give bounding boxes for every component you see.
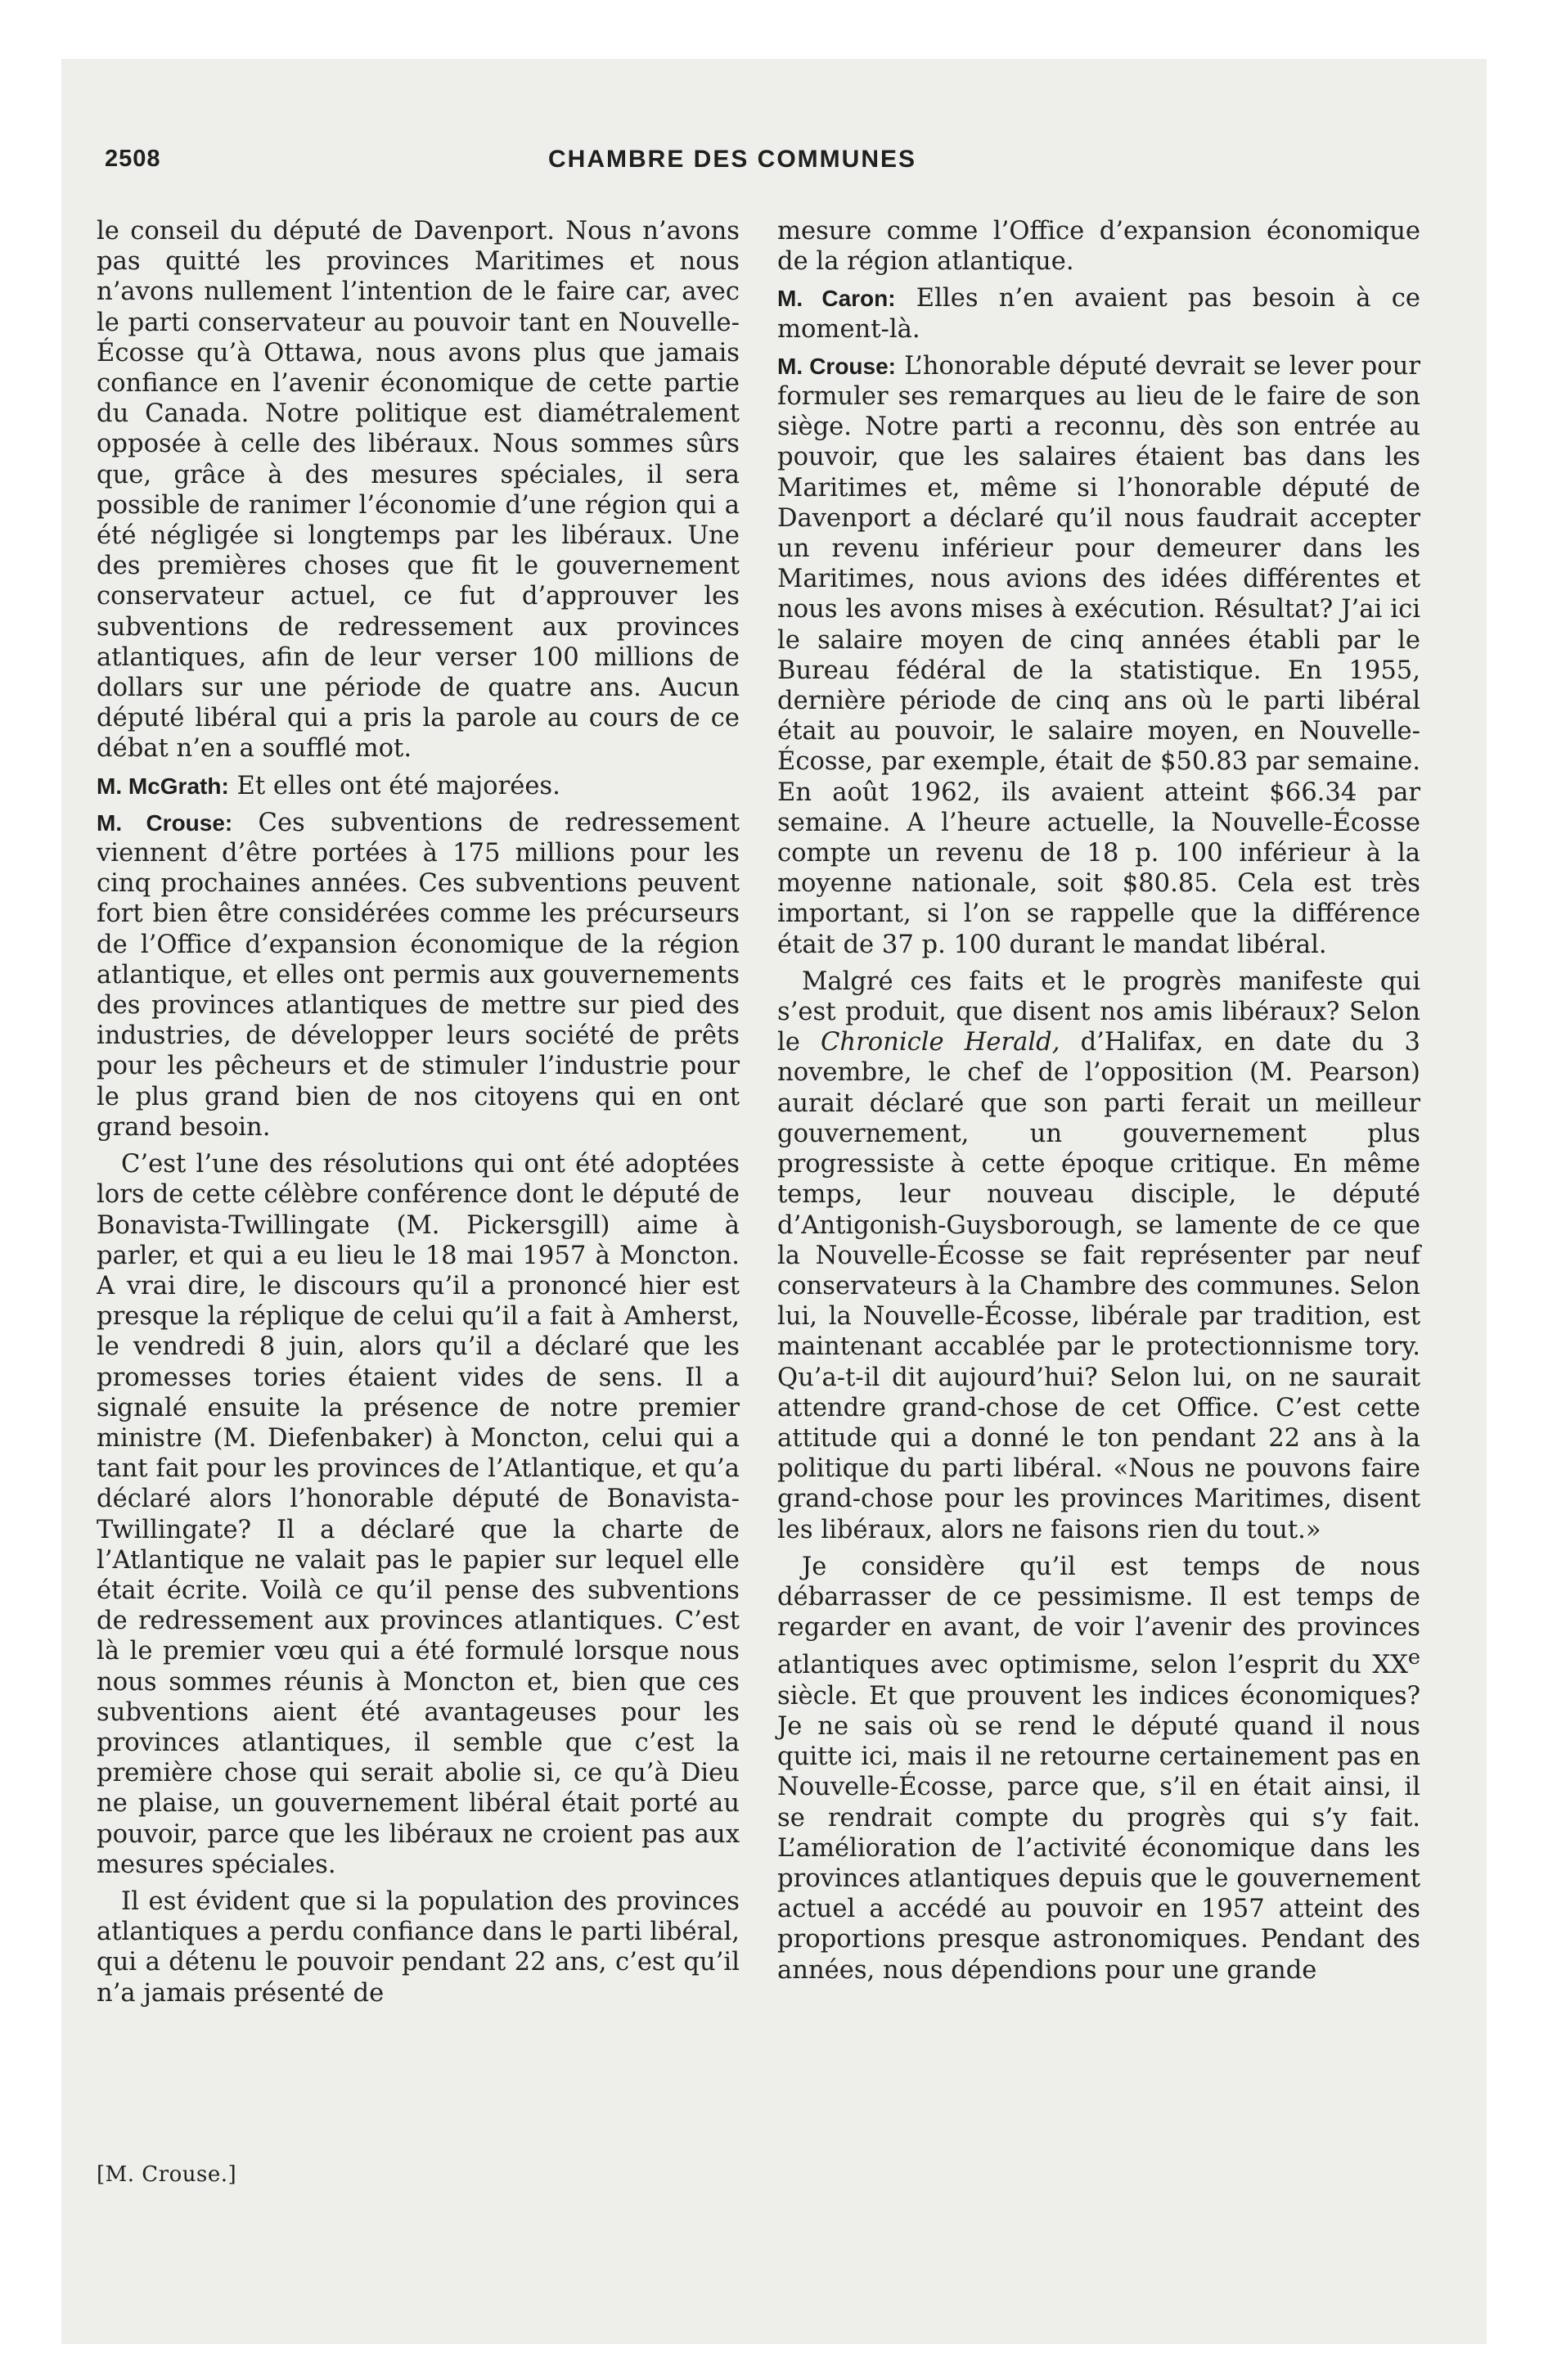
right-column — [777, 216, 1420, 1986]
paragraph: Il est évident que si la population des provinces atlantiques a perdu confiance dans le parti libéral, qui a détenu le pouvoir pendant 22 ans, c’est qu’il n’a jamais présenté de — [97, 1886, 740, 2008]
speaker-paragraph — [97, 771, 740, 801]
speech-text: Ces subventions de redressement viennent d’être portées à 175 millions pour les cinq prochaines années. Ces subventions peuvent fort bien être considérées comme les précurseurs de l’Office d’expansion économique de la région atlantique, et elles ont permis aux gouvernements des provinces atlantiques de mettre sur pied des industries, de développer leurs société de prêts pour les pêcheurs et de stimuler l’industrie pour le plus grand bien de nos citoyens qui en ont grand besoin. — [97, 808, 740, 1142]
paragraph: C’est l’une des résolutions qui ont été adoptées lors de cette célèbre conférence dont le député de Bonavista-Twillingate (M. Pickersgill) aime à parler, et qui a eu lieu le 18 mai 1957 à Moncton. A vrai dire, le discours qu’il a prononcé hier est presque la réplique de celui qu’il a fait à Amherst, le vendredi 8 juin, alors qu’il a déclaré que les promesses tories étaient vides de sens. Il a signalé ensuite la présence de notre premier ministre (M. Diefenbaker) à Moncton, celui qui a tant fait pour les provinces de l’Atlantique, et qu’a déclaré alors l’honorable député de Bonavista-Twillingate? Il a déclaré que la charte de l’Atlantique ne valait pas le papier sur lequel elle était écrite. Voilà ce qu’il pense des subventions de redressement aux provinces atlantiques. C’est là le premier vœu qui a été formulé lorsque nous nous sommes réunis à Moncton et, bien que ces subventions aient été avantageuses pour les provinces atlantiques, il semble que c’est la première chose qui serait abolie si, ce qu’à Dieu ne plaise, un gouvernement libéral était porté au pouvoir, parce que les libéraux ne croient pas aux mesures spéciales. — [97, 1150, 740, 1879]
speaker-name: M. Crouse: — [777, 353, 897, 379]
speaker-name: M. Caron: — [777, 286, 896, 312]
speaker-name: M. Crouse: — [97, 809, 233, 836]
paragraph: le conseil du député de Davenport. Nous n’avons pas quitté les provinces Maritimes et nous n’avons nullement l’intention de le faire car, avec le parti conservateur au pouvoir tant en Nouvelle-Écosse qu’à Ottawa, nous avons plus que jamais confiance en l’avenir économique de cette partie du Canada. Notre politique est diamétralement opposée à celle des libéraux. Nous sommes sûrs que, grâce à des mesures spéciales, il sera possible de ranimer l’économie d’une région qui a été négligée si longtemps par les libéraux. Une des premières choses que fit le gouvernement conservateur actuel, ce fut d’approuver les subventions de redressement aux provinces atlantiques, afin de leur verser 100 millions de dollars sur une période de quatre ans. Aucun député libéral qui a pris la parole au cours de ce débat n’en a soufflé mot. — [97, 217, 740, 764]
speech-text: L’honorable député devrait se lever pour formuler ses remarques au lieu de le faire de son siège. Notre parti a reconnu, dès son entrée au pouvoir, que les salaires étaient bas dans les Maritimes et, même si l’honorable député de Davenport a déclaré qu’il nous faudrait accepter un revenu inférieur pour demeurer dans les Maritimes, nous avions des idées différentes et nous les avons mises à exécution. Résultat? J’ai ici le salaire moyen de cinq années établi par le Bureau fédéral de la statistique. En 1955, dernière période de cinq ans où le parti libéral était au pouvoir, le salaire moyen, en Nouvelle-Écosse, par exemple, était de $50.83 par semaine. En août 1962, ils avaient atteint $66.34 par semaine. A l’heure actuelle, la Nouvelle-Écosse compte un revenu de 18 p. 100 inférieur à la moyenne nationale, soit $80.85. Cela est très important, si l’on se rappelle que la différence était de 37 p. 100 durant le mandat libéral. — [777, 351, 1420, 959]
speaker-name: M. McGrath: — [97, 773, 229, 799]
text-run: d’Halifax, en date du 3 novembre, le chef de l’opposition (M. Pearson) aurait déclaré que son parti ferait un meilleur gouvernement, un gouvernement plus progressiste à cette époque critique. En même temps, leur nouveau disciple, le député d’Antigonish-Guysborough, se lamente de ce que la Nouvelle-Écosse se fait représenter par neuf conservateurs à la Chambre des communes. Selon lui, la Nouvelle-Écosse, libérale par tradition, est maintenant accablée par le protectionnisme tory. Qu’a-t-il dit aujourd’hui? Selon lui, on ne saurait attendre grand-chose de cet Office. C’est cette attitude qui a donné le ton pendant 22 ans à la politique du parti libéral. «Nous ne pouvons faire grand-chose pour les provinces Maritimes, disent les libéraux, alors ne faisons rien du tout.» — [777, 1028, 1421, 1544]
text-run: Je considère qu’il est temps de nous débarrasser de ce pessimisme. Il est temps de regarder en avant, de voir l’avenir des provinces atlantiques avec optimisme, selon l’esprit du XX — [777, 1552, 1420, 1680]
paragraph — [777, 1552, 1420, 1986]
speaker-paragraph — [777, 283, 1420, 344]
text-run: Malgré ces faits et le progrès manifeste qui s’est produit, que disent nos amis libéraux? Selon le — [777, 967, 1420, 1057]
newspaper-title: Chronicle Herald, — [820, 1028, 1060, 1057]
paragraph — [777, 967, 1420, 1545]
left-column — [97, 216, 740, 2008]
document-page — [61, 59, 1487, 2344]
speaker-attribution: [M. Crouse.] — [97, 2162, 237, 2187]
running-title: CHAMBRE DES COMMUNES — [548, 146, 917, 173]
speaker-paragraph — [97, 808, 740, 1143]
speech-text: Et elles ont été majorées. — [228, 771, 560, 800]
text-run: siècle. Et que prouvent les indices économiques? Je ne sais où se rend le député quand il nous quitte ici, mais il ne retourne certainement pas en Nouvelle-Écosse, parce que, s’il en était ainsi, il se rendrait compte du progrès qui s’y fait. L’amélioration de l’activité économique dans les provinces atlantiques depuis que le gouvernement actuel a accédé au pouvoir en 1957 atteint des proportions presque astronomiques. Pendant des années, nous dépendions pour une grande — [777, 1681, 1420, 1985]
page-number: 2508 — [105, 146, 161, 172]
century-superscript: e — [1407, 1645, 1420, 1670]
speaker-paragraph — [777, 351, 1420, 960]
speech-text: Elles n’en avaient pas besoin à ce moment-là. — [777, 284, 1420, 344]
paragraph: mesure comme l’Office d’expansion économique de la région atlantique. — [777, 217, 1420, 277]
